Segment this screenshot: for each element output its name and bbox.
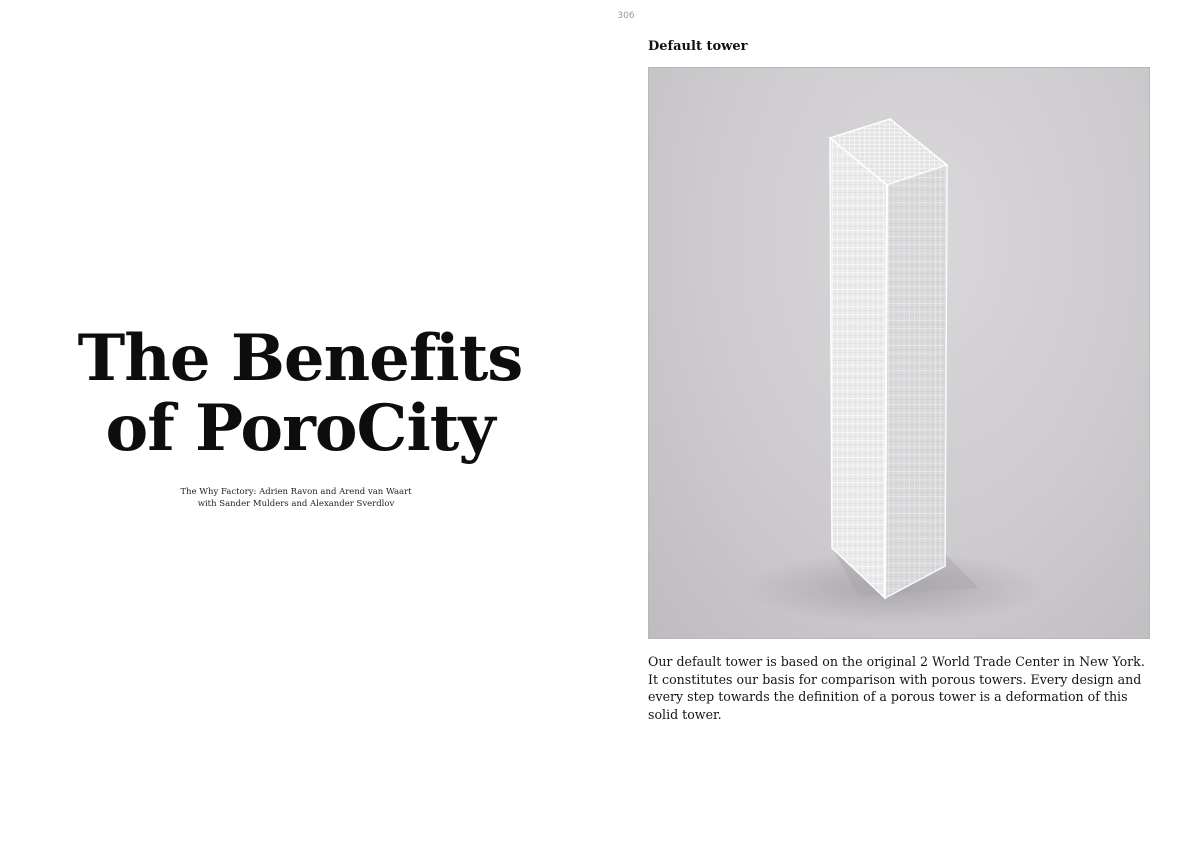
section-heading: Default tower [648,39,748,54]
figure-caption [648,653,1158,723]
tower-figure [648,67,1150,639]
caption-line-4: solid tower. [648,706,722,722]
credits-line-2: with Sander Mulders and Alexander Sverdlov [197,499,395,509]
tower-right-face [885,165,947,598]
author-credits [96,486,496,510]
tower-front-face [830,138,887,598]
tower-illustration [649,68,1149,638]
page-number: 306 [617,11,635,21]
credits-line-1: The Why Factory: Adrien Ravon and Arend van Waart [180,487,412,497]
right-page [600,0,1200,846]
caption-line-2: It constitutes our basis for comparison with porous towers. Every design and [648,671,1142,687]
title-line-1: The Benefits [77,321,523,396]
article-title [20,321,580,466]
caption-line-1: Our default tower is based on the original 2 World Trade Center in New York. [648,654,1145,669]
title-line-2: of PoroCity [105,391,495,466]
caption-line-3: every step towards the definition of a porous tower is a deformation of this [648,689,1128,704]
